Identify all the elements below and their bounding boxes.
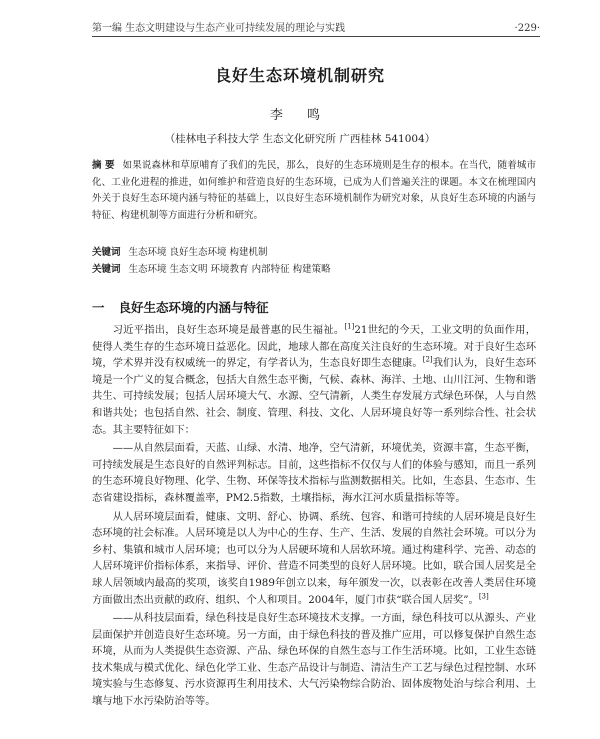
body-text xyxy=(92,322,536,712)
paragraph-text: ——从科技层面看，绿色科技是良好生态环境技术支撑。一方面，绿色科技可以从源头、产业层面保护并创造良好生态环境。另一方面，由于绿色科技的普及推广应用，可以修复保护自然生态环境，从而为人类提供生态资源、产品、绿色环保的自然生态与工作生活环境。比如，工业生态链技术集成与模式优化、绿色化学工业、生态产品设计与制造、清洁生产工艺与绿色过程控制、水环境实验与生态修复、污水资源再生利用技术、大气污染物综合防治、固体废物处治与综合利用、土壤与地下水污染防治等等。 xyxy=(92,612,536,708)
abstract-label: 摘 要 xyxy=(92,160,115,171)
section-title: 良好生态环境的内涵与特征 xyxy=(118,300,269,315)
keywords-label: 关键词 xyxy=(92,264,121,275)
keywords-line xyxy=(92,245,536,261)
affiliation: （桂林电子科技大学 生态文化研究所 广西桂林 541004） xyxy=(164,133,436,145)
running-header-title: 第一编 生态文明建设与生态产业可持续发展的理论与实践 xyxy=(92,23,346,34)
keywords-label: 关键词 xyxy=(92,247,121,258)
section-heading xyxy=(92,298,269,316)
paragraph xyxy=(92,509,536,609)
paragraph-text: 21世纪的今天，工业文明的负面作用，使得人类生存的生态环境日益恶化。因此，地球人都在高度关注良好的生态环境。对于良好生态环境，学术界并没有权威统一的界定，有学者认为，生态良好即生态健康。 xyxy=(92,324,536,370)
paragraph xyxy=(92,440,536,506)
abstract-text: 如果说森林和草原哺育了我们的先民，那么，良好的生态环境则是生存的根本。在当代，随着城市化、工业化进程的推进，如何维护和营造良好的生态环境，已成为人们普遍关注的课题。本文在梳理国内外关于良好生态环境内涵与特征的基础上，以良好生态环境机制作为研究对象，从良好生态环境的内涵与特征、构建机制等方面进行分析和研究。 xyxy=(92,160,536,221)
running-header xyxy=(92,22,540,37)
page-number: ·229· xyxy=(514,23,540,34)
paragraph-text: 我们认为，良好生态环境是一个广义的复合概念，包括大自然生态平衡，气候、森林、海洋、土地、山川江河、生物和谐共生、可持续发展；包括人居环境大气、水源、空气清新，人类生存发展方式绿色环保，人与自然和谐共处；也包括自然、社会、制度、管理、科技、文化、人居环境良好等一系列综合性、社会状态。其主要特征如下： xyxy=(92,357,537,436)
paragraph-text: 从人居环境层面看，健康、文明、舒心、协调、系统、包容、和谐可持续的人居环境是良好生态环境的社会标准。人居环境是以人为中心的生存、生产、生活、发展的自然社会环境。可以分为乡村、集镇和城市人居环境；也可以分为人居硬环境和人居软环境。通过构建科学、完善、动态的人居环境评价指标体系，来指导、评价、营造不同类型的良好人居环境。比如，联合国人居奖是全球人居领域内最高的奖项，该奖自1989年创立以来，每年颁发一次，以表彰在改善人类居住环境方面做出杰出贡献的政府、组织、个人和项目。2004年，厦门市获“联合国人居奖”。 xyxy=(92,510,536,606)
citation: [1] xyxy=(344,322,355,331)
keywords-text: 生态环境 良好生态环境 构建机制 xyxy=(128,247,268,258)
keywords-text: 生态环境 生态文明 环境教育 内部特征 构建策略 xyxy=(128,264,331,275)
section-number: 一 xyxy=(92,300,105,315)
citation: [2] xyxy=(422,355,433,364)
abstract xyxy=(92,158,536,224)
paper-title: 良好生态环境机制研究 xyxy=(214,66,385,85)
paragraph-text: ——从自然层面看，天蓝、山绿、水清、地净，空气清新，环境优美，资源丰富，生态平衡，可持续发展是生态良好的自然评判标志。目前，这些指标不仅仅与人们的体验与感知，而且一系列的生态环境良好物理、化学、生物、环保等技术指标与监测数据相关。比如，生态县、生态市、生态省建设指标，森林覆盖率，PM2.5指数，土壤指标，海水江河水质量指标等等。 xyxy=(92,442,536,504)
paragraph-text: 习近平指出，良好生态环境是最普惠的民生福祉。 xyxy=(112,324,345,336)
paragraph xyxy=(92,322,536,438)
keywords-line xyxy=(92,262,536,278)
author: 李 鸣 xyxy=(269,108,331,123)
citation: [3] xyxy=(478,592,489,601)
paragraph xyxy=(92,610,536,710)
